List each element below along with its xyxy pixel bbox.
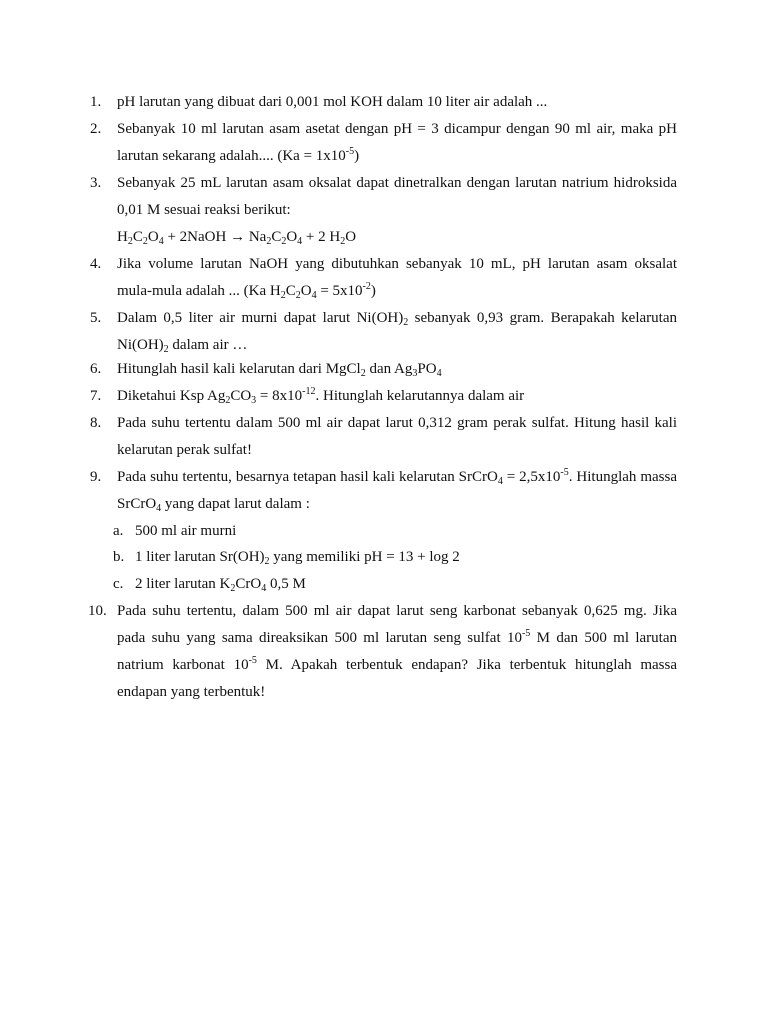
option-text: 2 liter larutan $K_2CrO_4$ 0,5 M [135,576,306,594]
question-line: Pada suhu tertentu dalam 500 ml air dapat larut 0,312 gram perak sulfat. Hitung hasil kali [117,415,677,431]
question-10 [90,598,677,706]
question-line: pH larutan yang dibuat dari 0,001 mol KOH dalam 10 liter air adalah ... [117,94,548,110]
question-line: $Ni(OH)_2$ dalam air … [117,337,248,355]
question-2 [90,116,677,170]
question-line: Pada suhu tertentu, dalam 500 ml air dapat larut seng karbonat sebanyak 0,625 mg. Jika [117,603,677,619]
question-number: 8. [90,415,102,431]
option-label: a. [113,523,124,539]
question-number: 6. [90,361,102,377]
question-6 [90,356,677,383]
question-line: Pada suhu tertentu, besarnya tetapan hasil kali kelarutan SrCrO$_4$ = $2,5x10^{-5}$. Hitunglah massa [117,467,677,487]
reaction-equation: $H_2C_2O_4$ + 2NaOH → $Na_2C_2O_4 + 2$ $H_2O$ [117,229,357,247]
question-line: endapan yang terbentuk! [117,684,266,700]
question-number: 7. [90,388,102,404]
question-text [117,410,677,464]
question-text [117,170,677,251]
option-text: 500 ml air murni [135,523,237,539]
option-label: b. [113,549,125,565]
question-number: 4. [90,256,102,272]
question-line: Dalam 0,5 liter air murni dapat larut $Ni(OH)_2$ sebanyak 0,93 gram. Berapakah kelarutan [117,310,677,328]
question-9 [90,464,677,518]
question-number: 1. [90,94,102,110]
question-line: Hitunglah hasil kali kelarutan dari MgCl$_2$ dan $Ag_3PO_4$ [117,361,442,379]
question-line: natrium karbonat $10^{-5}$ M. Apakah terbentuk endapan? Jika terbentuk hitunglah massa [117,655,677,673]
question-7 [90,383,677,410]
question-line: Sebanyak 25 mL larutan asam oksalat dapat dinetralkan dengan larutan natrium hidroksida [117,175,677,191]
question-line: Jika volume larutan NaOH yang dibutuhkan sebanyak 10 mL, pH larutan asam oksalat [117,256,677,272]
question-1 [90,89,677,116]
question-5 [90,305,677,359]
option-text: 1 liter larutan $Sr(OH)_2$ yang memiliki pH = 13 + log 2 [135,549,460,567]
question-number: 2. [90,121,102,137]
question-text [117,251,677,305]
question-3 [90,170,677,251]
question-line: mula-mula adalah ... (Ka $H_2C_2O_4 = 5x10^{-2}$) [117,281,376,301]
question-text [117,116,677,170]
question-line: 0,01 M sesuai reaksi berikut: [117,202,291,218]
question-text [117,464,677,518]
question-number: 9. [90,469,102,485]
question-line: Sebanyak 10 ml larutan asam asetat dengan pH = 3 dicampur dengan 90 ml air, maka pH [117,121,677,137]
question-text [117,598,677,706]
question-line: larutan sekarang adalah.... $(Ka = 1x10^{-5})$ [117,146,360,164]
question-line: SrCrO$_4$ yang dapat larut dalam : [117,496,310,514]
question-8 [90,410,677,464]
question-text [117,383,677,410]
option-label: c. [113,576,124,592]
question-number: 10. [88,603,107,619]
question-text [117,305,677,359]
question-line: kelarutan perak sulfat! [117,442,252,458]
question-text [117,356,677,383]
question-line: Diketahui Ksp $Ag_2CO_3 = 8x10^{-12}$. Hitunglah kelarutannya dalam air [117,386,525,406]
question-line: pada suhu yang sama direaksikan 500 ml larutan seng sulfat $10^{-5}$ M dan 500 ml larutan [117,628,677,646]
question-4 [90,251,677,305]
question-number: 5. [90,310,102,326]
question-number: 3. [90,175,102,191]
question-text [117,89,677,116]
